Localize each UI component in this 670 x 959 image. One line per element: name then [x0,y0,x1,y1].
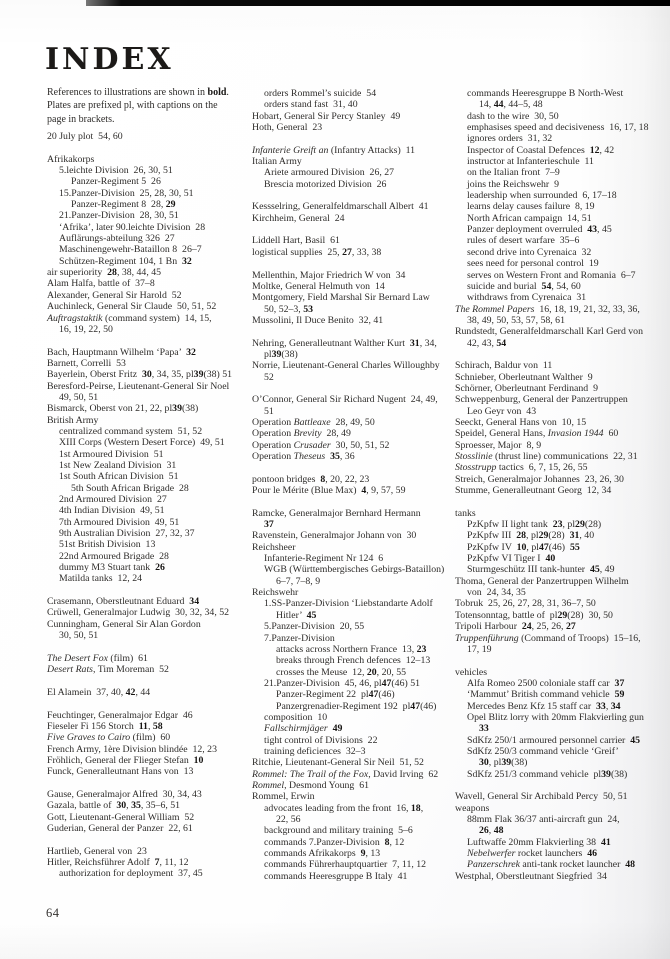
index-column-right [455,88,665,882]
index-line: Ritchie, Lieutenant-General Sir Neil 51, 52 [252,757,424,769]
index-line: The Rommel Papers 16, 18, 19, 21, 32, 33, 36, [455,303,640,315]
page-title: INDEX [45,42,174,77]
index-line: Operation Battleaxe 28, 49, 50 [252,416,375,428]
index-line: Beresford-Peirse, Lieutenant-General Sir Noel [47,380,230,392]
index-line: composition 10 [264,711,328,723]
index-line: 20 July plot 54, 60 [47,131,123,142]
index-line: Hitler’ 45 [276,609,317,621]
index-line: Fröhlich, General der Flieger Stefan 10 [47,754,204,766]
index-line: 33 [479,723,489,735]
index-line: Auchinleck, General Sir Claude 50, 51, 52 [47,301,217,313]
index-line: Crüwell, Generalmajor Ludwig 30, 32, 34, 52 [47,607,230,619]
index-line: Bach, Hauptmann Wilhelm ‘Papa’ 32 [47,346,196,358]
index-line: Streich, Generalmajor Johannes 23, 26, 30 [455,473,624,485]
index-line: Montgomery, Field Marshal Sir Bernard Law [252,292,430,304]
index-line: SdKfz 250/1 armoured personnel carrier 45 [467,734,641,746]
index-line: Guderian, General der Panzer 22, 61 [47,822,193,834]
index-line: learns delay causes failure 8, 19 [467,201,595,213]
index-line: Rommel, Desmond Young 61 [252,779,370,791]
index-line: References to illustrations are shown in bold. [47,87,229,98]
index-line: Leo Geyr von 43 [467,405,537,417]
index-line: 38, 49, 50, 53, 57, 58, 61 [467,314,565,326]
index-line: Panzergrenadier-Regiment 192 pl47(46) [276,700,437,712]
index-line: rules of desert warfare 35–6 [467,235,580,247]
index-line: serves on Western Front and Romania 6–7 [467,269,636,281]
index-line: on the Italian front 7–9 [467,167,560,179]
index-line: Operation Brevity 28, 49 [252,428,351,440]
index-line: 21.Panzer-Division 28, 30, 51 [59,210,179,222]
index-line: XIII Corps (Western Desert Force) 49, 51 [59,437,225,449]
index-line: breaks through French defences 12–13 [276,655,431,667]
index-line: Five Graves to Cairo (film) 60 [47,732,171,744]
index-line: SdKfz 251/3 command vehicle pl39(38) [467,768,628,780]
index-line: 1.SS-Panzer-Division ‘Liebstandarte Adolf [264,598,433,610]
index-line: Panzerschrek anti-tank rocket launcher 48 [467,859,636,871]
index-line: Hitler, Reichsführer Adolf 7, 11, 12 [47,857,189,868]
index-line: commands Afrikakorps 9, 13 [264,848,381,860]
index-line: Mellenthin, Major Friedrich W von 34 [252,269,406,281]
index-line: Schörner, Oberleutnant Ferdinand 9 [455,382,598,394]
index-line: 88mm Flak 36/37 anti-aircraft gun 24, [467,814,620,825]
index-line: Inspector of Coastal Defences 12, 42 [467,144,615,156]
index-line: ignores orders 31, 32 [467,133,553,145]
index-line: 30, 50, 51 [59,630,99,642]
index-line: 4th Indian Division 49, 51 [59,505,165,517]
index-line: Funck, Generalleutnant Hans von 13 [47,766,194,778]
index-line: Schnieber, Oberleutnant Walther 9 [455,371,593,383]
index-line: Schützen-Regiment 104, 1 Bn 32 [59,255,192,267]
index-line: Mussolini, Il Duce Benito 32, 41 [252,314,384,326]
index-line: commands 7.Panzer-Division 8, 12 [264,836,405,848]
index-line: Gazala, battle of 30, 35, 35–6, 51 [47,800,181,812]
index-line: 7th Armoured Division 49, 51 [59,516,180,528]
index-line: Operation Crusader 30, 50, 51, 52 [252,439,390,451]
index-line: commands Heeresgruppe B North-West [467,88,624,99]
index-line: Norrie, Lieutenant-General Charles Willoughby [252,360,440,372]
index-line: instructor at Infanterieschule 11 [467,156,594,168]
index-line: Kessselring, Generalfeldmarschall Albert 41 [252,201,429,213]
index-line: emphasises speed and decisiveness 16, 17, 18 [467,122,649,134]
index-line: 52 [264,371,274,383]
index-line: 1st New Zealand Division 31 [59,459,177,471]
index-line: O’Connor, General Sir Richard Nugent 24, 49, [252,394,438,406]
index-line: Totensonntag, battle of pl29(28) 30, 50 [455,609,613,621]
index-line: 50, 52–3, 53 [264,303,313,315]
index-line: dash to the wire 30, 50 [467,110,559,122]
index-line: Alexander, General Sir Harold 52 [47,289,182,301]
index-line: Luftwaffe 20mm Flakvierling 38 41 [467,836,611,848]
index-line: British Army [47,414,99,426]
index-line: von 24, 34, 35 [467,587,526,599]
index-line: Ramcke, Generalmajor Bernhard Hermann [252,507,421,519]
index-line: 7.Panzer-Division [264,632,335,644]
index-line: Bismarck, Oberst von 21, 22, pl39(38) [47,403,199,415]
index-line: 17, 19 [467,643,492,655]
index-line: air superiority 28, 38, 44, 45 [47,267,162,279]
index-line: ‘Afrika’, later 90.leichte Division 28 [59,221,206,233]
index-line: dummy M3 Stuart tank 26 [59,562,165,574]
index-line: attacks across Northern France 13, 23 [276,643,427,655]
index-line: Fieseler Fi 156 Storch 11, 58 [47,720,163,732]
index-line: Reichswehr [252,587,299,599]
index-line: Operation Theseus 35, 36 [252,451,355,462]
index-line: 22, 56 [276,814,301,825]
index-line: ‘Mammut’ British command vehicle 59 [467,689,625,701]
index-line: Maschinengewehr-Bataillon 8 26–7 [59,244,202,256]
index-column-left [47,131,252,880]
index-line: Sturmgeschütz III tank-hunter 45, 49 [467,564,615,576]
index-line: Panzer-Regiment 22 pl47(46) [276,689,395,701]
index-line: weapons [455,802,490,814]
index-line: Rommel: The Trail of the Fox, David Irving 62 [252,768,439,780]
index-line: PzKpfw VI Tiger I 40 [467,553,556,565]
index-line: Schweppenburg, General der Panzertruppen [455,394,628,406]
index-line: vehicles [455,666,488,678]
index-line: 5.Panzer-Division 20, 55 [264,621,365,633]
index-intro-note [47,86,252,126]
index-line: Stosslinie (thrust line) communications 22, 31 [455,451,638,462]
index-column-middle [252,88,455,882]
index-line: page in brackets. [47,113,115,125]
index-line: Crasemann, Oberstleutnant Eduard 34 [47,596,200,608]
index-line: Pour le Mérite (Blue Max) 4, 9, 57, 59 [252,485,406,497]
index-line: Feuchtinger, Generalmajor Edgar 46 [47,709,193,721]
index-line: Rundstedt, Generalfeldmarschall Karl Gerd von [455,326,643,338]
index-line: Nebelwerfer rocket launchers 46 [467,848,598,860]
index-line: Seeckt, General Hans von 10, 15 [455,416,587,428]
index-line: Desert Rats, Tim Moreman 52 [47,664,169,676]
index-line: 1st South African Division 51 [59,471,179,483]
index-line: training deficiences 32–3 [264,745,366,757]
index-line: pontoon bridges 8, 20, 22, 23 [252,473,370,485]
index-line: Auftragstaktik (command system) 14, 15, [47,312,212,324]
index-line: Kirchheim, General 24 [252,212,345,224]
index-line: Alam Halfa, battle of 37–8 [47,278,155,290]
index-line: 5.leichte Division 26, 30, 51 [59,165,173,177]
index-line: 14, 44, 44–5, 48 [479,99,543,111]
index-line: Brescia motorized Division 26 [264,178,387,190]
index-line: Alfa Romeo 2500 coloniale staff car 37 [467,677,625,689]
index-line: Stumme, Generalleutnant Georg 12, 34 [455,485,612,497]
index-line: North African campaign 14, 51 [467,212,592,224]
index-line: 1st Armoured Division 51 [59,448,164,460]
index-line: authorization for deployment 37, 45 [59,868,203,880]
index-line: Thoma, General der Panzertruppen Wilhelm [455,575,629,587]
index-line: second drive into Cyrenaica 32 [467,246,592,258]
index-line: Cunningham, General Sir Alan Gordon [47,618,201,630]
index-line: Gott, Lieutenant-General William 52 [47,811,195,823]
index-line: Panzer-Regiment 8 28, 29 [71,199,176,211]
index-line: Stosstrupp tactics 6, 7, 15, 26, 55 [455,462,588,474]
index-line: Schirach, Baldur von 11 [455,360,553,372]
index-line: Speidel, General Hans, Invasion 1944 60 [455,428,619,440]
index-line: logistical supplies 25, 27, 33, 38 [252,246,382,258]
index-line: French Army, 1ère Division blindée 12, 23 [47,743,217,755]
index-line: Hobart, General Sir Percy Stanley 49 [252,110,401,122]
index-line: 42, 43, 54 [467,337,507,349]
index-line: Hoth, General 23 [252,122,323,134]
index-line: Sproesser, Major 8, 9 [455,439,542,451]
index-line: Mercedes Benz Kfz 15 staff car 33, 34 [467,700,621,712]
index-line: Fallschirmjäger 49 [264,723,343,735]
index-line: El Alamein 37, 40, 42, 44 [47,686,151,698]
index-line: Infanterie-Regiment Nr 124 6 [264,553,384,565]
index-line: Ariete armoured Division 26, 27 [264,167,395,179]
index-line: Tripoli Harbour 24, 25, 26, 27 [455,621,576,633]
index-line: Rommel, Erwin [252,791,315,803]
index-line: Matilda tanks 12, 24 [59,573,142,585]
scan-edge-bar [86,0,670,6]
index-line: Truppenführung (Command of Troops) 15–16, [455,632,641,644]
index-line: 6–7, 7–8, 9 [276,575,321,587]
index-line: Tobruk 25, 26, 27, 28, 31, 36–7, 50 [455,598,596,610]
index-line: joins the Reichswehr 9 [467,178,559,190]
index-line: 21.Panzer-Division 45, 46, pl47(46) 51 [264,677,420,689]
index-line: PzKpfw IV 10, pl47(46) 55 [467,541,580,553]
index-line: Moltke, General Helmuth von 14 [252,280,385,292]
index-line: Reichsheer [252,541,296,553]
index-line: crosses the Meuse 12, 20, 20, 55 [276,666,407,678]
index-line: The Desert Fox (film) 61 [47,652,148,664]
index-line: 2nd Armoured Division 27 [59,494,167,505]
index-line: 16, 19, 22, 50 [59,323,113,335]
index-line: Ravenstein, Generalmajor Johann von 30 [252,530,417,542]
index-line: sees need for personal control 19 [467,258,599,270]
index-line: SdKfz 250/3 command vehicle ‘Greif’ [467,745,619,757]
index-line: Panzer deployment overruled 43, 45 [467,224,612,236]
index-line: 9th Australian Division 27, 32, 37 [59,528,195,540]
index-line: advocates leading from the front 16, 18, [264,802,424,814]
index-line: Liddell Hart, Basil 61 [252,235,340,247]
index-line: 15.Panzer-Division 25, 28, 30, 51 [59,187,194,199]
index-line: Italian Army [252,156,302,168]
index-line: Opel Blitz lorry with 20mm Flakvierling gun [467,711,644,723]
index-line: withdraws from Cyrenaica 31 [467,292,587,304]
index-line: Nehring, Generalleutnant Walther Kurt 31, 34, [252,337,437,349]
index-line: Barnett, Correlli 53 [47,357,126,369]
index-line: commands Heeresgruppe B Italy 41 [264,870,408,882]
index-line: Panzer-Regiment 5 26 [71,176,161,188]
index-line: 49, 50, 51 [59,391,99,403]
index-line: pl39(38) [264,348,298,360]
index-line: background and military training 5–6 [264,825,413,837]
index-line: commands Führerhauptquartier 7, 11, 12 [264,859,427,871]
page-number: 64 [46,906,60,920]
index-line: WGB (Württembergisches Gebirgs-Bataillon) [264,564,445,576]
index-line: Afrikakorps [47,153,95,165]
index-line: 51st British Division 13 [59,539,156,551]
index-line: tanks [455,507,476,519]
index-line: 26, 48 [479,825,504,837]
index-line: 30, pl39(38) [479,757,528,769]
index-line: Bayerlein, Oberst Fritz 30, 34, 35, pl39(38) 51 [47,369,233,381]
index-line: orders Rommel’s suicide 54 [264,88,377,99]
index-line: PzKpfw II light tank 23, pl29(28) [467,519,602,531]
index-line: Westphal, Oberstleutnant Siegfried 34 [455,870,607,882]
index-line: Gause, Generalmajor Alfred 30, 34, 43 [47,788,202,800]
index-line: Auflärungs-abteilung 326 27 [59,233,175,245]
index-line: orders stand fast 31, 40 [264,99,358,111]
index-line: Hartlieb, General von 23 [47,845,147,857]
index-line: 5th South African Brigade 28 [71,482,189,494]
index-line: tight control of Divisions 22 [264,734,378,746]
index-line: suicide and burial 54, 54, 60 [467,280,581,292]
index-line: Wavell, General Sir Archibald Percy 50, 51 [455,791,628,803]
index-line: 51 [264,405,274,417]
index-line: leadership when surrounded 6, 17–18 [467,190,617,202]
index-line: PzKpfw III 28, pl29(28) 31, 40 [467,530,595,542]
index-line: 37 [264,519,274,531]
index-line: 22nd Armoured Brigade 28 [59,550,169,562]
index-line: Infanterie Greift an (Infantry Attacks) 11 [252,144,416,156]
index-line: centralized command system 51, 52 [59,425,203,437]
index-line: Plates are prefixed pl, with captions on the [47,100,218,112]
